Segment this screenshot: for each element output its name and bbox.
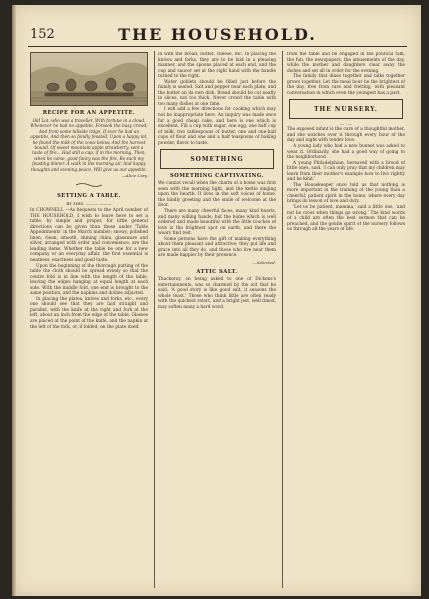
section-divider: — · — xyxy=(340,121,352,127)
engraving-illustration xyxy=(30,52,148,106)
article-paragraph: Thackeray, on being asked to one of Dickens's entertainments, was so charmed by the wit that he said, 'A good story is like good salt, it seasons the whole feast.' Those who think little are often ready with the quickest retort, and a bright jest, well timed, may soften many a hard word. xyxy=(158,276,276,310)
article-paragraph: In placing the plates, knives and forks, etc., every one should see that they are laid straight and parallel, with the knife at the right and fork at the left, about an inch from the edge of the table. Glasses are placed at the point of the knife, and the napkin at the left of the fork, or, if folded, on the plate itself. xyxy=(30,296,148,330)
masthead-title: THE HOUSEHOLD. xyxy=(118,25,317,44)
article-paragraph: A young Philadelphian, bereaved with a brood of little ones, said, 'I can only pray that my children may learn from their mother's example how to live rightly and be kind.' xyxy=(287,160,405,183)
heading-recipe: RECIPE FOR AN APPETITE. xyxy=(42,110,136,116)
heading-attic-salt: ATTIC SALT. xyxy=(196,268,238,275)
section-title: THE NURSERY. xyxy=(314,105,378,113)
poem-lines: Old Lot, who was a traveller, With fortune in a cloud, Whenever he had no appetite, Forsook the busy crowd; And from some hillside ridge, If ever he had an appetite, And then so fondly feasted, Upon a happy lot, he found the milk of the cows below, And the harvest bound. Of sweet mountain apple strawberry, sent a taste of fire... Had still a cup, if in the morning, Then, when he came, good fancy was the fire, Be such my feasting dinner. A walk in the morning air, And happy thoughts and evening peace, Will give us our appetite. xyxy=(30,118,148,172)
heading-setting-table: SETTING A TABLE. xyxy=(57,193,121,200)
article-paragraph: Water goblets should be filled just before the family is seated. Salt and pepper near each plate, and the butter on its own dish. Bread should be cut neatly in slices, not too thick. Never crowd the table with too many dishes at one time. xyxy=(158,79,276,107)
section-header-box xyxy=(160,149,274,169)
section-header-box xyxy=(289,99,403,119)
article-paragraph: from the table and be engaged in the political talk, the fun, the newspapers, the amusements of the day, while the mother and daughters clear away the dishes and set all in order for the evening. xyxy=(287,52,405,74)
page xyxy=(12,5,421,596)
ornament-divider xyxy=(30,181,148,189)
article-paragraph: The Housekeeper once told us that nothing is more important in the training of the young than a cheerful, patient spirit in the home, where every day brings its lesson of love and duty. xyxy=(287,182,405,205)
engraving-scene xyxy=(31,53,147,105)
article-paragraph: We cannot recall when the charm of a home was first seen with the morning light, and the kettle singing upon the hearth. It lives in the soft voices of home, the kindly greeting and the smile of welcome at the door. xyxy=(158,181,276,209)
article-paragraph: 'Let us be patient, mamma,' said a little one, 'and not be cross when things go wrong.' The kind words of a child are often the best sermon that can be preached, and the gentle spirit of the nursery follows us through all the years of life. xyxy=(287,205,405,233)
poem-attribution: —Alice Cary. xyxy=(121,173,148,179)
column-2 xyxy=(158,52,276,587)
article-paragraph: Upon the beginning of the thorough putting of the table the cloth should be spread evenly so that the centre fold is in line with the length of the table, leaving the edges hanging at equal length at each side. With the middle fold, one end is brought to the same position, and the napkins and doilies adjusted. xyxy=(30,263,148,297)
column-rule xyxy=(154,51,155,588)
article-paragraph: In CHOWNELL —As bequests to the April number of THE HOUSEHOLD, I wish to leave here to set a table, by simple and proper, for little general directions can be given than those under 'Table Appointments' in the March number; snowy, polished linen, clean, smooth, shining china, glassware and silver, arranged with order and convenience, are the leading items. Whether the table be one for a new company or an everyday affair, the first essential is neatness, exactness and good taste. xyxy=(30,208,148,263)
column-3 xyxy=(287,52,405,587)
binding-edge xyxy=(12,5,16,596)
article-paragraph: I will add a few directions for cooking which may not be inappropriate here. An inquiry was made once for a good cheap cake, and here is one which is excellent. Fill a cup with sugar, one egg, one half cup of milk, two tablespoons of butter, one and one-half cups of flour and one and a half teaspoons of baking powder, flavor to taste. xyxy=(158,107,276,146)
article-paragraph: Some persons have the gift of making everything about them pleasant and attractive; they put life and grace into all they do, and those who live near them are made happier by their presence. xyxy=(158,236,276,259)
page-number: 152 xyxy=(30,27,55,42)
byline: BY MRS. ——— ——— xyxy=(66,201,112,207)
article-paragraph: A young lady who had a new bonnet was asked to wear it. Ordinarily, she had a good way of going to the neighborhood. xyxy=(287,144,405,161)
article-paragraph: There are many cheerful faces, many kind hearts, and many willing hands; but the home which is well ordered and made beautiful with the little touches of love is the brightest spot on earth, and there the weary find rest. xyxy=(158,209,276,237)
article-paragraph: in with the bread, butter, cheese, etc. In placing the knives and forks, they are to be laid in a pleasing manner, and the spoons placed at each end, and the cup and saucer set at the right hand with the handle turned to the right. xyxy=(158,52,276,80)
column-rule xyxy=(282,51,283,588)
article-paragraph: The family that dines together and talks together grows together. Let the meal hour be the brightest of the day, free from care and fretting, with pleasant conversation in which even the youngest has a part. xyxy=(287,74,405,96)
ornament-icon xyxy=(74,182,104,188)
article-paragraph: The exposed infant is the care of a thoughtful mother, and she watches over it through every hour of the day and night with tender love. xyxy=(287,127,405,144)
page-header xyxy=(28,24,407,47)
article-signature: —Selected. xyxy=(252,259,276,265)
heading-something-capturing: SOMETHING CAPTIVATING. xyxy=(170,173,264,180)
column-1 xyxy=(30,52,148,587)
section-title: SOMETHING xyxy=(190,155,244,163)
